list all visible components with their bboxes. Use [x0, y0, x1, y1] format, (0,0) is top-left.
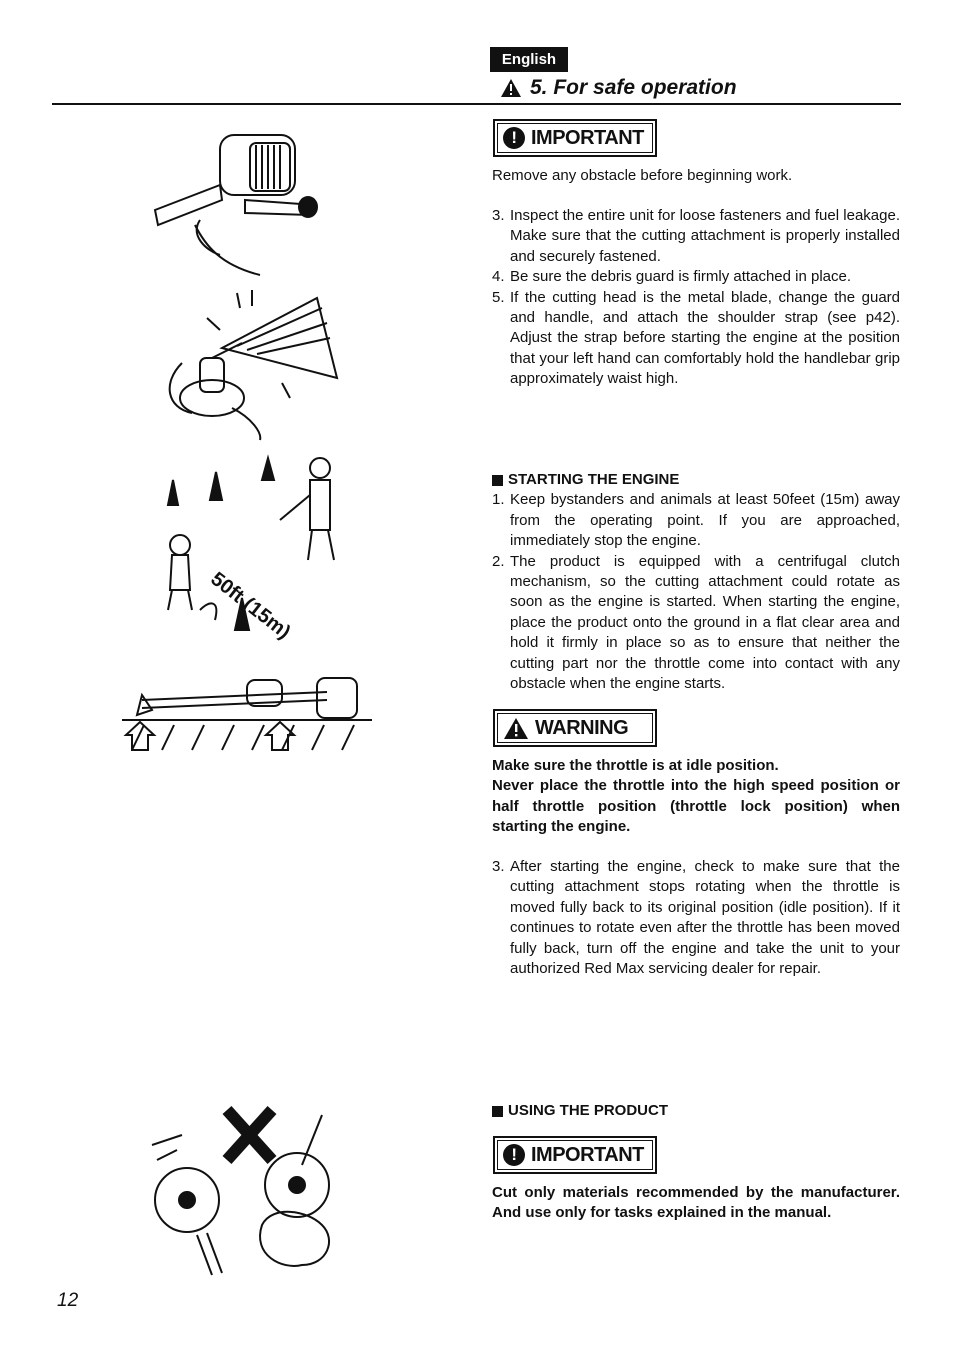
starting-heading: STARTING THE ENGINE — [492, 470, 900, 490]
engine-hand-illustration — [150, 115, 325, 285]
intro-text: Remove any obstacle before beginning work. — [492, 167, 793, 184]
important-label: IMPORTANT — [531, 126, 644, 149]
page-number: 12 — [57, 1290, 79, 1311]
list-item: 2. The product is equipped with a centrifugal clutch mechanism, so the cutting attachment could rotate as soon as the engine is started. When starting the engine, place the product onto the ground in a flat clear area and hold it firmly in place so as to ensure that neither the cutting part nor the throttle come into contact with any obstacle when the engine starts. — [492, 552, 900, 693]
starting-item-3 — [492, 857, 900, 979]
list-item: 1. Keep bystanders and animals at least 50feet (15m) away from the operating point. If you are approached, immediately stop the engine. — [492, 491, 900, 550]
important-label: IMPORTANT — [531, 1143, 644, 1166]
warning-label: WARNING — [535, 716, 629, 739]
trimmer-guard-illustration — [152, 288, 342, 443]
warning-text: Make sure the throttle is at idle position. Never place the throttle into the high speed position or half throttle position (throttle lock position) when starting the engine. — [492, 757, 900, 836]
list-item: 4. Be sure the debris guard is firmly attached in place. — [492, 268, 852, 286]
list-item: 5. If the cutting head is the metal blade, change the guard and handle, and attach the shoulder strap (see p42). Adjust the strap before starting the engine at the position that your left hand can comfortably hold the handlebar grip approximately waist high. — [492, 288, 900, 388]
using-important-text: Cut only materials recommended by the manufacturer. And use only for tasks explained in the manual. — [492, 1184, 900, 1222]
section-title: 5. For safe operation — [530, 76, 737, 99]
header-rule — [52, 103, 901, 105]
inspection-list — [492, 206, 900, 390]
important-callout-2 — [493, 1136, 657, 1174]
list-item: 3. After starting the engine, check to make sure that the cutting attachment stops rotating when the throttle is moved fully back to its original position (idle position). If it continues to rotate even after the throttle has been moved fully back, turn off the engine and take the unit to your authorized Red Max servicing dealer for repair. — [492, 858, 900, 978]
using-section — [492, 1101, 900, 1121]
language-tag: English — [490, 47, 568, 72]
warning-triangle-icon — [500, 78, 522, 98]
using-heading: USING THE PRODUCT — [492, 1101, 900, 1121]
exclamation-icon: ! — [503, 1144, 525, 1166]
exclamation-icon: ! — [503, 127, 525, 149]
unit-on-ground-illustration — [122, 670, 372, 755]
square-bullet-icon — [492, 1106, 503, 1117]
important-callout-1 — [493, 119, 657, 157]
section-title-wrap — [500, 74, 737, 102]
distance-label: 50ft (15m) — [206, 568, 295, 644]
warning-callout — [493, 709, 657, 747]
square-bullet-icon — [492, 475, 503, 486]
bystander-distance-illustration — [150, 450, 360, 644]
starting-section — [492, 470, 900, 694]
prohibited-cutting-illustration — [142, 1105, 367, 1280]
warning-triangle-icon — [503, 717, 529, 740]
list-item: 3. Inspect the entire unit for loose fasteners and fuel leakage. Make sure that the cutting attachment is properly installed and securely fastened. — [492, 207, 900, 265]
